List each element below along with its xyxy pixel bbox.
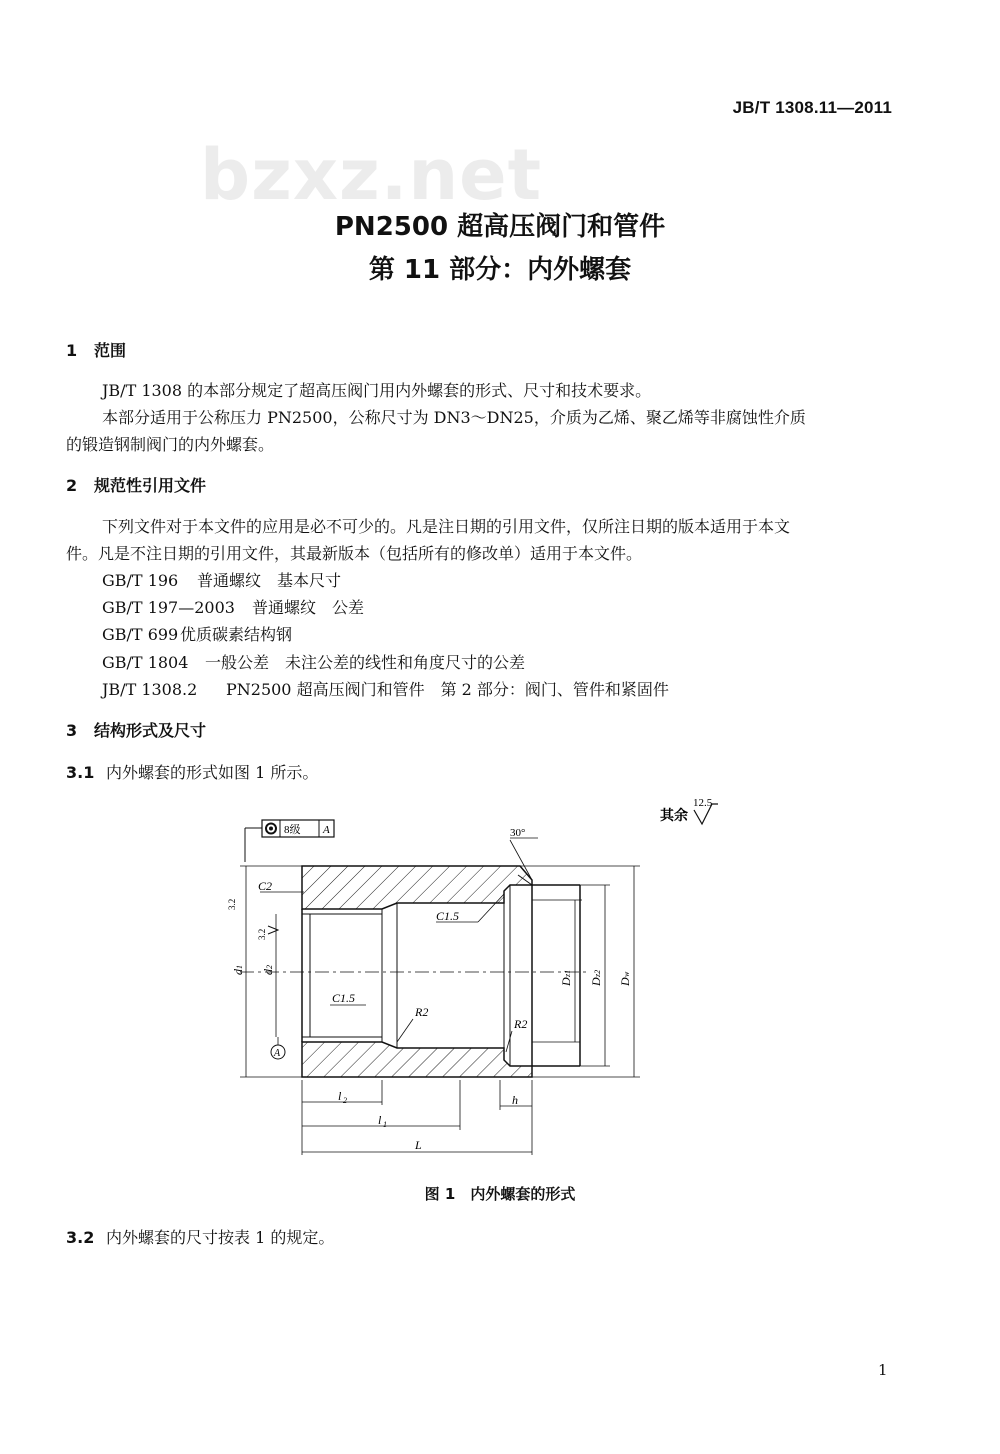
chamfer-c15-left: C1.5 bbox=[332, 991, 356, 1005]
angle-label: 30° bbox=[510, 827, 526, 839]
document-title: PN2500 超高压阀门和管件 bbox=[334, 212, 666, 242]
dim-dz1: D bbox=[559, 977, 573, 986]
section-title: 结构形式及尺寸 bbox=[94, 721, 207, 740]
dim-d2-sub: 2 bbox=[265, 965, 274, 969]
dim-l1: l bbox=[378, 1113, 382, 1127]
subsection-number: 3.1 bbox=[66, 763, 95, 782]
subsection-text: 内外螺套的尺寸按表 1 的规定。 bbox=[106, 1228, 335, 1247]
roughness-value: 12.5 bbox=[693, 797, 713, 809]
hatched-section-bottom bbox=[302, 1042, 532, 1077]
reference-title: 普通螺纹 基本尺寸 bbox=[197, 571, 342, 590]
document-subtitle: 第 11 部分：内外螺套 bbox=[368, 255, 632, 285]
dim-l2: l bbox=[338, 1089, 342, 1103]
reference-title: PN2500 超高压阀门和管件 第 2 部分：阀门、管件和紧固件 bbox=[226, 680, 669, 699]
dim-d2: d bbox=[261, 969, 275, 975]
chamfer-c2: C2 bbox=[258, 879, 273, 893]
reference-title: 普通螺纹 公差 bbox=[252, 598, 365, 617]
dim-dz2-sub: z2 bbox=[593, 969, 602, 977]
reference-title: 优质碳素结构钢 bbox=[180, 625, 293, 644]
reference-title: 一般公差 未注公差的线性和角度尺寸的公差 bbox=[205, 653, 526, 672]
subsection-text: 内外螺套的形式如图 1 所示。 bbox=[106, 763, 319, 782]
section-3-heading bbox=[66, 718, 206, 741]
watermark: bzxz.net bbox=[200, 134, 543, 216]
section-2-paragraph-1: 下列文件对于本文件的应用是必不可少的。凡是注日期的引用文件，仅所注日期的版本适用于本文 bbox=[102, 517, 791, 536]
section-1-paragraph-2-cont: 的锻造钢制阀门的内外螺套。 bbox=[66, 435, 275, 454]
tolerance-grade: 8级 bbox=[284, 824, 301, 836]
dim-h: h bbox=[512, 1093, 518, 1107]
datum-marker-label: A bbox=[274, 1048, 281, 1059]
dim-l2-sub: 2 bbox=[343, 1096, 347, 1105]
reference-code: JB/T 1308.2 bbox=[102, 680, 198, 699]
reference-item bbox=[102, 568, 341, 591]
section-1-heading bbox=[66, 338, 126, 361]
roughness-local: 3.2 bbox=[257, 928, 267, 940]
section-2-paragraph-1-cont: 件。凡是不注日期的引用文件，其最新版本（包括所有的修改单）适用于本文件。 bbox=[66, 544, 643, 563]
reference-item bbox=[102, 677, 669, 700]
dim-dz2: D bbox=[589, 977, 603, 986]
technical-drawing bbox=[220, 790, 720, 1170]
dim-d1-sub: 1 bbox=[235, 965, 244, 969]
section-title: 规范性引用文件 bbox=[94, 476, 207, 495]
page-number: 1 bbox=[878, 1361, 888, 1379]
section-number: 3 bbox=[66, 721, 78, 740]
roughness-local: 3.2 bbox=[227, 898, 237, 910]
dim-L: L bbox=[415, 1138, 422, 1152]
reference-code: GB/T 699 bbox=[102, 625, 179, 644]
radius-r2-left: R2 bbox=[415, 1005, 429, 1019]
chamfer-c15-right: C1.5 bbox=[436, 909, 460, 923]
subsection-3-2 bbox=[66, 1225, 334, 1248]
reference-item bbox=[102, 595, 364, 618]
reference-code: GB/T 1804 bbox=[102, 653, 189, 672]
section-title: 范围 bbox=[94, 341, 127, 360]
dim-l1-sub: 1 bbox=[383, 1120, 387, 1129]
roughness-note: 其余 bbox=[660, 809, 688, 824]
hatched-section-top bbox=[302, 866, 532, 909]
reference-item bbox=[102, 650, 525, 673]
subsection-number: 3.2 bbox=[66, 1228, 95, 1247]
section-number: 1 bbox=[66, 341, 78, 360]
reference-code: GB/T 197—2003 bbox=[102, 598, 235, 617]
dim-dw-sub: w bbox=[622, 971, 631, 977]
radius-r2-right: R2 bbox=[514, 1017, 528, 1031]
section-1-paragraph-1: JB/T 1308 的本部分规定了超高压阀门用内外螺套的形式、尺寸和技术要求。 bbox=[102, 381, 652, 400]
dim-dw: D bbox=[618, 977, 632, 986]
reference-code: GB/T 196 bbox=[102, 571, 179, 590]
roughness-mark-icon bbox=[268, 926, 278, 934]
reference-item bbox=[102, 622, 292, 645]
dim-d1: d bbox=[231, 969, 245, 975]
section-2-heading bbox=[66, 473, 206, 496]
figure-caption: 图 1 内外螺套的形式 bbox=[424, 1185, 576, 1203]
standard-number: JB/T 1308.11—2011 bbox=[732, 98, 892, 117]
subsection-3-1 bbox=[66, 760, 318, 783]
section-number: 2 bbox=[66, 476, 78, 495]
section-1-paragraph-2: 本部分适用于公称压力 PN2500，公称尺寸为 DN3～DN25，介质为乙烯、聚乙烯等非腐蚀性介质 bbox=[102, 408, 806, 427]
dim-dz1-sub: z1 bbox=[563, 969, 572, 977]
datum-label: A bbox=[323, 824, 330, 836]
